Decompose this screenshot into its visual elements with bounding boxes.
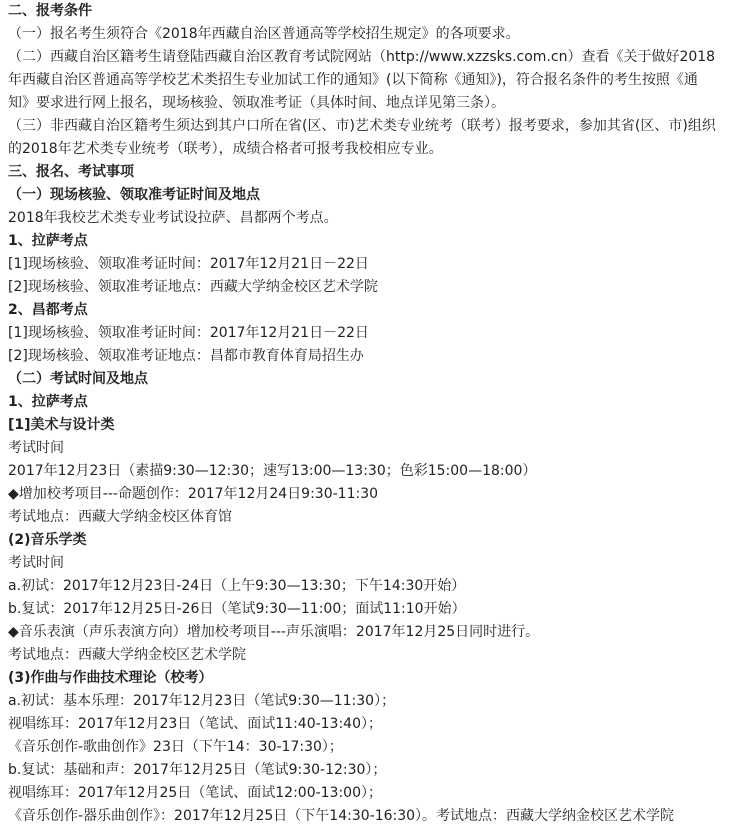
paragraph-line: b.复试：基础和声：2017年12月25日（笔试9:30-12:30）； (8, 762, 387, 778)
paragraph-line: 《音乐创作-歌曲创作》23日（下午14：30-17:30）； (8, 739, 343, 755)
paragraph-line: 知》要求进行网上报名，现场核验、领取准考证（具体时间、地点详见第三条）。 (8, 95, 505, 111)
paragraph-line: 2018年我校艺术类专业考试设拉萨、昌都两个考点。 (8, 210, 338, 226)
paragraph-line: [2]现场核验、领取准考证地点：西藏大学纳金校区艺术学院 (8, 279, 378, 295)
subsection-heading: （二）考试时间及地点 (8, 371, 148, 387)
paragraph-line: （二）西藏自治区籍考生请登陆西藏自治区教育考试院网站（http://www.xzzsks.com.cn）查看《关于做好2018 (8, 49, 716, 65)
paragraph-line: [1]现场核验、领取准考证时间：2017年12月21日－22日 (8, 325, 369, 341)
paragraph-line: 考试时间 (8, 555, 64, 571)
subsection-heading: （一）现场核验、领取准考证时间及地点 (8, 187, 260, 203)
section-heading: 三、报名、考试事项 (8, 164, 134, 180)
paragraph-line: [2]现场核验、领取准考证地点：昌都市教育体育局招生办 (8, 348, 364, 364)
paragraph-line: 视唱练耳：2017年12月25日（笔试、面试12:00-13:00）； (8, 785, 382, 801)
paragraph-line: b.复试：2017年12月25日-26日（笔试9:30—11:00；面试11:10开始） (8, 601, 466, 617)
subsection-heading: (2)音乐学类 (8, 532, 87, 548)
paragraph-line: 考试地点：西藏大学纳金校区体育馆 (8, 509, 232, 525)
paragraph-line: a.初试：基本乐理：2017年12月23日（笔试9:30—11:30）； (8, 693, 396, 709)
paragraph-line: 视唱练耳：2017年12月23日（笔试、面试11:40-13:40）； (8, 716, 382, 732)
paragraph-line: 的2018年艺术类专业统考（联考），成绩合格者可报考我校相应专业。 (8, 141, 443, 157)
subsection-heading: 1、拉萨考点 (8, 233, 88, 249)
subsection-heading: [1]美术与设计类 (8, 417, 115, 433)
paragraph-line: 年西藏自治区普通高等学校艺术类招生专业加试工作的通知》(以下简称《通知》)，符合报名条件的考生按照《通 (8, 72, 698, 88)
paragraph-line: ◆增加校考项目---命题创作：2017年12月24日9:30-11:30 (8, 486, 379, 502)
paragraph-line: [1]现场核验、领取准考证时间：2017年12月21日－22日 (8, 256, 369, 272)
paragraph-line: （一）报名考生须符合《2018年西藏自治区普通高等学校招生规定》的各项要求。 (8, 26, 520, 42)
paragraph-line: （三）非西藏自治区籍考生须达到其户口所在省(区、市)艺术类专业统考（联考）报考要求，参加其省(区、市)组织 (8, 118, 716, 134)
subsection-heading: 1、拉萨考点 (8, 394, 88, 410)
paragraph-line: a.初试：2017年12月23日-24日（上午9:30—13:30；下午14:30开始） (8, 578, 466, 594)
subsection-heading: (3)作曲与作曲技术理论（校考） (8, 670, 213, 686)
section-heading: 二、报考条件 (8, 3, 92, 19)
paragraph-line: 考试时间 (8, 440, 64, 456)
paragraph-line: 考试地点：西藏大学纳金校区艺术学院 (8, 647, 246, 663)
subsection-heading: 2、昌都考点 (8, 302, 88, 318)
paragraph-line: 《音乐创作-器乐曲创作》：2017年12月25日（下午14:30-16:30）。考试地点：西藏大学纳金校区艺术学院 (8, 808, 675, 824)
paragraph-line: ◆音乐表演（声乐表演方向）增加校考项目---声乐演唱：2017年12月25日同时进行。 (8, 624, 540, 640)
paragraph-line: 2017年12月23日（素描9:30—12:30；速写13:00—13:30；色彩15:00—18:00） (8, 463, 537, 479)
